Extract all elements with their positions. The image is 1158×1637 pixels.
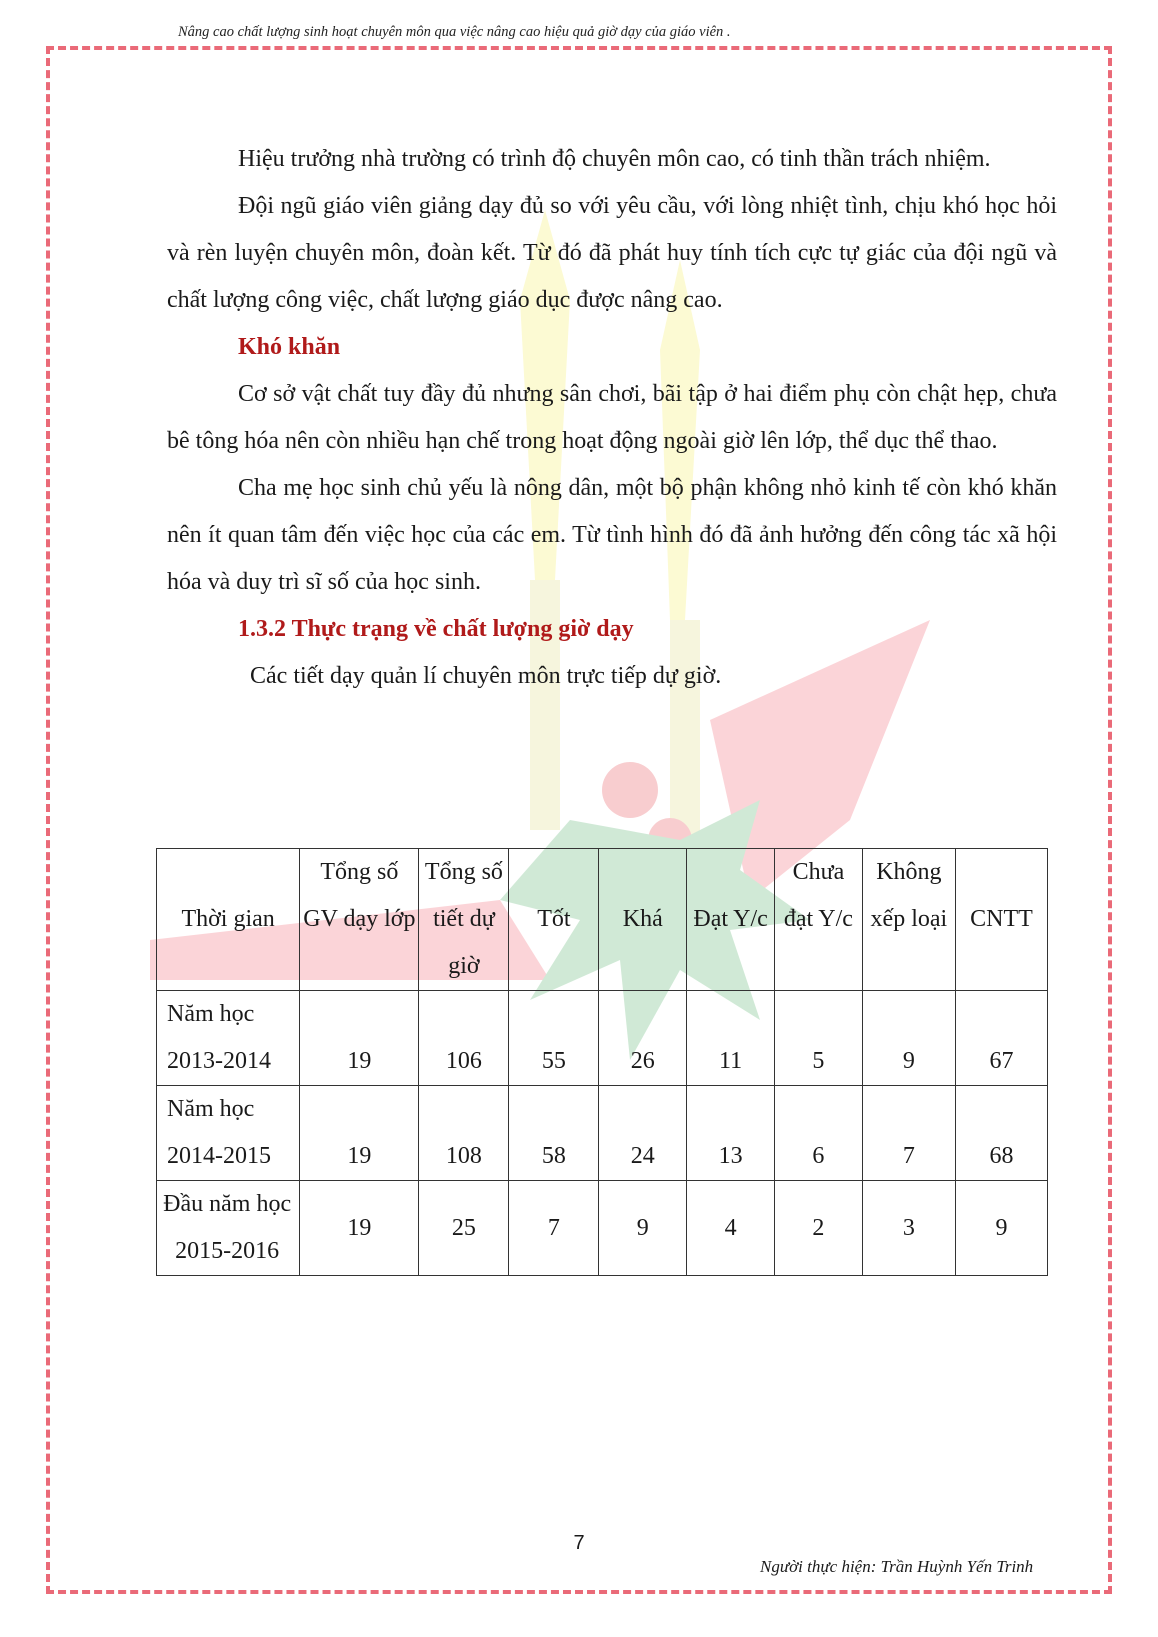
- header-unrated: Không xếp loại: [862, 849, 955, 991]
- header-period: Thời gian: [157, 849, 300, 991]
- header-teachers: Tổng số GV dạy lớp: [300, 849, 419, 991]
- cell-teachers: 19: [300, 991, 419, 1086]
- cell-unrated: 7: [862, 1086, 955, 1181]
- paragraph-facilities: Cơ sở vật chất tuy đầy đủ nhưng sân chơi, bãi tập ở hai điểm phụ còn chật hẹp, chưa bê tông hóa nên còn nhiều hạn chế trong hoạt động ngoài giờ lên lớp, thể dục thể thao.: [167, 381, 1057, 454]
- cell-lessons: 106: [419, 991, 509, 1086]
- table-row: [157, 1086, 1048, 1181]
- header-good: Tốt: [509, 849, 599, 991]
- header-pass: Đạt Y/c: [687, 849, 775, 991]
- paragraph-principal: Hiệu trưởng nhà trường có trình độ chuyên môn cao, có tinh thần trách nhiệm.: [238, 146, 991, 172]
- cell-lessons: 25: [419, 1181, 509, 1276]
- heading-difficulties: Khó khăn: [238, 334, 341, 360]
- cell-fail: 5: [775, 991, 863, 1086]
- cell-it: 68: [955, 1086, 1047, 1181]
- lesson-quality-table: [156, 848, 1048, 1276]
- table-header-row: [157, 849, 1048, 991]
- cell-teachers: 19: [300, 1181, 419, 1276]
- heading-section-1-3-2: 1.3.2 Thực trạng về chất lượng giờ dạy: [238, 616, 634, 642]
- table-intro: Các tiết dạy quản lí chuyên môn trực tiếp dự giờ.: [250, 663, 722, 689]
- paragraph-teachers: Đội ngũ giáo viên giảng dạy đủ so với yêu cầu, với lòng nhiệt tình, chịu khó học hỏi và rèn luyện chuyên môn, đoàn kết. Từ đó đã phát huy tính tích cực tự giác của đội ngũ và chất lượng công việc, chất lượng giáo dục được nâng cao.: [167, 193, 1057, 313]
- cell-unrated: 3: [862, 1181, 955, 1276]
- cell-fair: 9: [599, 1181, 687, 1276]
- cell-pass: 13: [687, 1086, 775, 1181]
- author-credit: Người thực hiện: Trần Huỳnh Yến Trinh: [760, 1557, 1034, 1576]
- paragraph-parents: Cha mẹ học sinh chủ yếu là nông dân, một bộ phận không nhỏ kinh tế còn khó khăn nên ít quan tâm đến việc học của các em. Từ tình hình đó đã ảnh hưởng đến công tác xã hội hóa và duy trì sĩ số của học sinh.: [167, 475, 1057, 595]
- cell-good: 7: [509, 1181, 599, 1276]
- document-header: Nâng cao chất lượng sinh hoạt chuyên môn qua việc nâng cao hiệu quả giờ dạy của giáo viên .: [178, 24, 731, 40]
- cell-it: 9: [955, 1181, 1047, 1276]
- cell-lessons: 108: [419, 1086, 509, 1181]
- cell-fair: 26: [599, 991, 687, 1086]
- cell-it: 67: [955, 991, 1047, 1086]
- cell-unrated: 9: [862, 991, 955, 1086]
- row-period: Năm học 2014-2015: [157, 1086, 300, 1181]
- header-lessons: Tổng số tiết dự giờ: [419, 849, 509, 991]
- header-fair: Khá: [599, 849, 687, 991]
- document-body: [167, 136, 1057, 700]
- table-row: [157, 1181, 1048, 1276]
- cell-pass: 11: [687, 991, 775, 1086]
- cell-fair: 24: [599, 1086, 687, 1181]
- cell-pass: 4: [687, 1181, 775, 1276]
- row-period: Năm học 2013-2014: [157, 991, 300, 1086]
- cell-fail: 6: [775, 1086, 863, 1181]
- header-fail: Chưa đạt Y/c: [775, 849, 863, 991]
- row-period: Đầu năm học 2015-2016: [157, 1181, 300, 1276]
- cell-fail: 2: [775, 1181, 863, 1276]
- table-row: [157, 991, 1048, 1086]
- header-it: CNTT: [955, 849, 1047, 991]
- cell-teachers: 19: [300, 1086, 419, 1181]
- page-number: 7: [573, 1532, 585, 1554]
- cell-good: 55: [509, 991, 599, 1086]
- cell-good: 58: [509, 1086, 599, 1181]
